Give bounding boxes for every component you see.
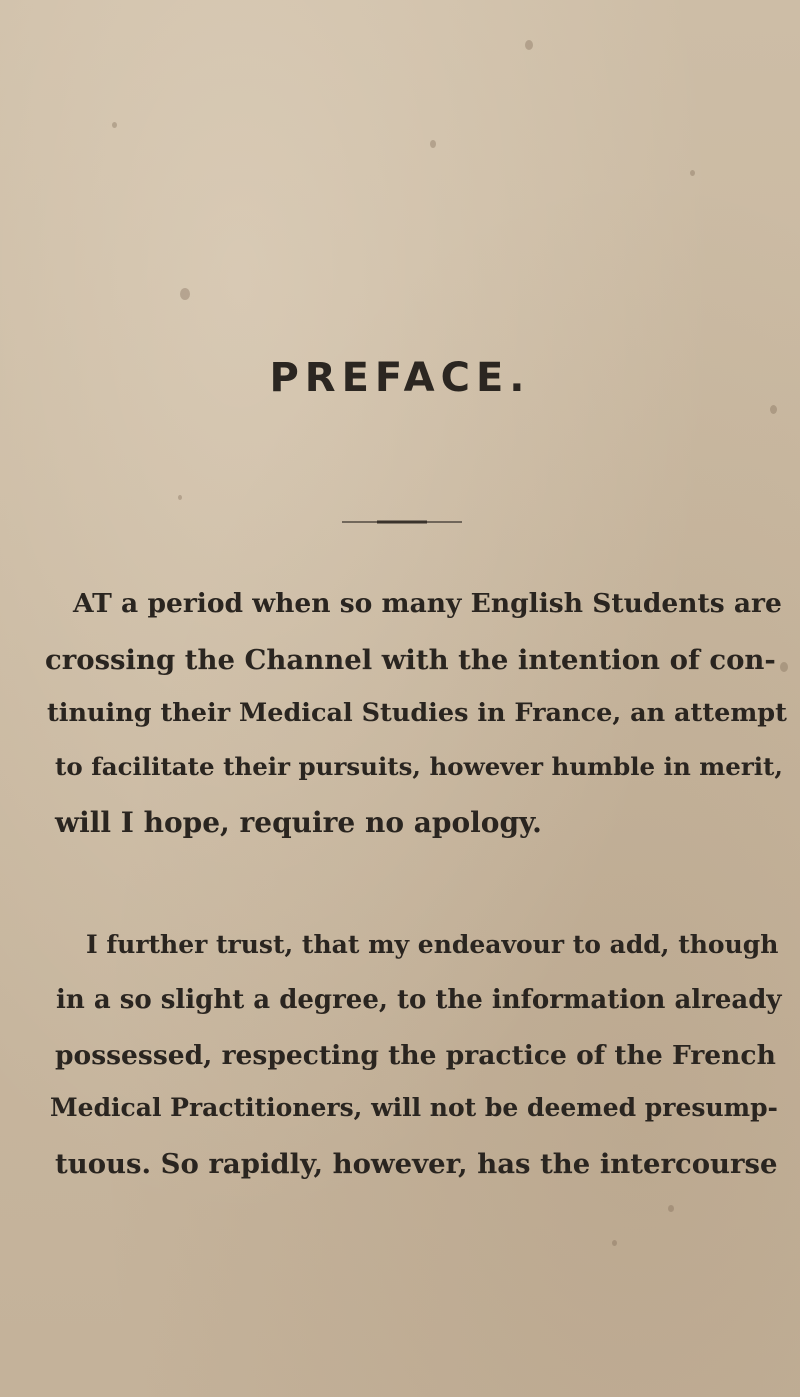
foxing-speck <box>612 1240 617 1246</box>
foxing-speck <box>178 495 182 500</box>
text-line: possessed, respecting the practice of the French <box>55 1040 776 1071</box>
ornamental-rule <box>342 519 462 525</box>
text-line: will I hope, require no apology. <box>55 806 542 839</box>
text-line: tinuing their Medical Studies in France, an attempt <box>47 698 787 728</box>
text-line: AT a period when so many English Students are <box>73 588 782 619</box>
foxing-speck <box>112 122 117 128</box>
text-line: Medical Practitioners, will not be deemed presump- <box>50 1093 778 1122</box>
foxing-speck <box>525 40 533 50</box>
foxing-speck <box>690 170 695 176</box>
text-line: crossing the Channel with the intention of con- <box>45 644 776 676</box>
foxing-speck <box>668 1205 674 1212</box>
text-line: in a so slight a degree, to the information already <box>56 985 782 1015</box>
foxing-speck <box>780 662 788 672</box>
page-title: PREFACE. <box>269 355 531 401</box>
foxing-speck <box>430 140 436 148</box>
text-line: I further trust, that my endeavour to add, though <box>86 930 779 959</box>
foxing-speck <box>180 288 190 300</box>
foxing-speck <box>770 405 777 414</box>
text-line: to facilitate their pursuits, however humble in merit, <box>55 752 783 781</box>
text-line: tuous. So rapidly, however, has the intercourse <box>55 1148 778 1180</box>
